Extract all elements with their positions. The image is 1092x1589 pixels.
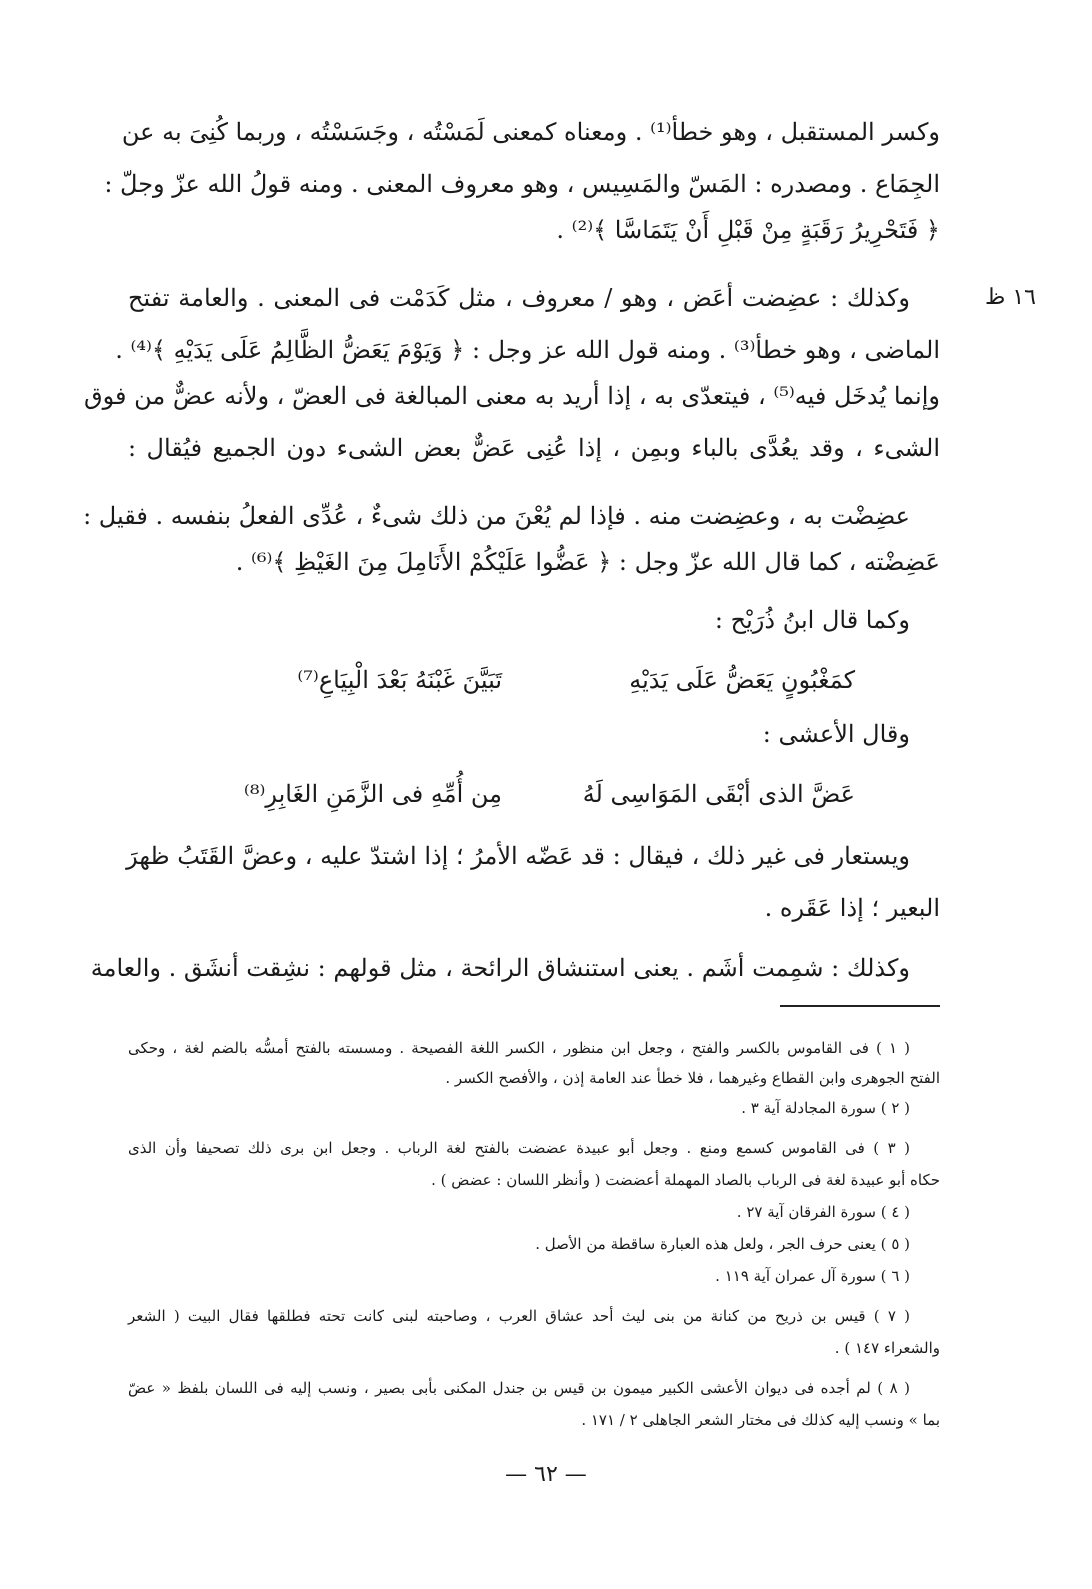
verse-intro: وكما قال ابنُ ذُرَيْح : <box>714 606 910 634</box>
footnote-line: ( ٣ ) فى القاموس كسمع ومنع . وجعل أبو عبيدة عضضت بالفتح لغة الرباب . وجعل ابن برى ذلك تصحيفا وأن الذى <box>128 1139 910 1157</box>
quran-quote-line: ﴿ فَتَحْرِيرُ رَقَبَةٍ مِنْ قَبْلِ أَنْ يَتَمَاسَّا ﴾⁽²⁾ . <box>556 216 940 244</box>
footnote-line: ( ٦ ) سورة آل عمران آية ١١٩ . <box>715 1267 910 1285</box>
body-line: الماضى ، وهو خطأ⁽³⁾ . ومنه قول الله عز وجل : ﴿ وَيَوْمَ يَعَضُّ الظَّالِمُ عَلَى يَدَيْهِ ﴾⁽⁴⁾ . <box>115 336 940 364</box>
footnote-line: ( ٤ ) سورة الفرقان آية ٢٧ . <box>736 1203 910 1221</box>
verse-hemistich-second: مِن أُمِّهِ فى الزَّمَنِ الغَابِرِ⁽⁸⁾ <box>243 780 502 808</box>
footnote-line: ( ١ ) فى القاموس بالكسر والفتح ، وجعل ابن منظور ، الكسر اللغة الفصيحة . ومسسته بالفتح أمسُّه بالضم لغة ، وحكى <box>128 1039 910 1057</box>
body-line: البعير ؛ إذا عَقَره . <box>764 894 940 922</box>
footnote-line: ( ٧ ) قيس بن ذريح من كنانة من بنى ليث أحد عشاق العرب ، وصاحبته لبنى كانت تحته فطلقها فقال البيت ( الشعر <box>128 1307 910 1325</box>
margin-folio-reference: ١٦ ظ <box>985 285 1036 310</box>
footnote-line: ( ٨ ) لم أجده فى ديوان الأعشى الكبير ميمون بن قيس بن جندل المكنى بأبى بصير ، ونسب إليه فى اللسان بلفظ « عضّ <box>128 1379 910 1397</box>
body-line: عضِضْت به ، وعضِضت منه . فإذا لم يُعْنَ من ذلك شىءٌ ، عُدِّى الفعلُ بنفسه . فقيل : <box>83 502 910 530</box>
body-line: الشىء ، وقد يعُدَّى بالباء وبمِن ، إذا عُنِى عَضٌّ بعض الشىء دون الجميع فيُقال : <box>128 434 940 462</box>
body-line: وكذلك : عضِضت أعَض ، وهو / معروف ، مثل كَدَمْت فى المعنى . والعامة تفتح <box>128 284 910 312</box>
footnote-line: ( ٥ ) يعنى حرف الجر ، ولعل هذه العبارة ساقطة من الأصل . <box>535 1235 910 1253</box>
footnote-line: الفتح الجوهرى وابن القطاع وغيرهما ، فلا خطأ عند العامة إذن ، والأفصح الكسر . <box>445 1069 940 1087</box>
body-line: عَضِضْته ، كما قال الله عزّ وجل : ﴿ عَضُّوا عَلَيْكُمْ الأَنَامِلَ مِنَ الغَيْظِ ﴾⁽⁶⁾ . <box>235 548 940 576</box>
body-line: الجِمَاع . ومصدره : المَسّ والمَسِيس ، وهو معروف المعنى . ومنه قولُ الله عزّ وجلّ : <box>104 170 940 198</box>
verse-hemistich-first: عَضَّ الذى أبْقَى المَوَاسِى لَهُ <box>582 780 855 808</box>
page-number: — ٦٢ — <box>505 1462 587 1487</box>
verse-hemistich-second: تَبَيَّنَ غَبْنَهُ بَعْدَ الْبِيَاعِ⁽⁷⁾ <box>297 666 502 694</box>
footnote-line: والشعراء ١٤٧ ) . <box>834 1339 940 1357</box>
verse-intro: وقال الأعشى : <box>762 720 910 748</box>
body-line: وكذلك : شمِمت أشَم . يعنى استنشاق الرائحة ، مثل قولهم : نشِقت أنشَق . والعامة <box>90 954 910 982</box>
footnote-line: حكاه أبو عبيدة لغة فى الرباب بالصاد المهملة أعضضت ( وأنظر اللسان : عضض ) . <box>431 1171 940 1189</box>
footnote-line: بما » ونسب إليه كذلك فى مختار الشعر الجاهلى ٢ / ١٧١ . <box>581 1411 940 1429</box>
footnote-line: ( ٢ ) سورة المجادلة آية ٣ . <box>741 1099 910 1117</box>
body-line: ويستعار فى غير ذلك ، فيقال : قد عَضّه الأمرُ ؛ إذا اشتدّ عليه ، وعضَّ القَتَبُ ظهرَ <box>126 842 910 870</box>
footnote-separator <box>780 1005 940 1007</box>
body-line: وإنما يُدخَل فيه⁽⁵⁾ ، فيتعدّى به ، إذا أريد به معنى المبالغة فى العضّ ، ولأنه عضٌّ من فوق <box>84 382 940 410</box>
body-line: وكسر المستقبل ، وهو خطأ⁽¹⁾ . ومعناه كمعنى لَمَسْتُه ، وجَسَسْتُه ، وربما كُنِىَ به عن <box>121 118 940 146</box>
verse-hemistich-first: كمَغْبُونٍ يَعَضُّ عَلَى يَدَيْهِ <box>629 666 855 694</box>
